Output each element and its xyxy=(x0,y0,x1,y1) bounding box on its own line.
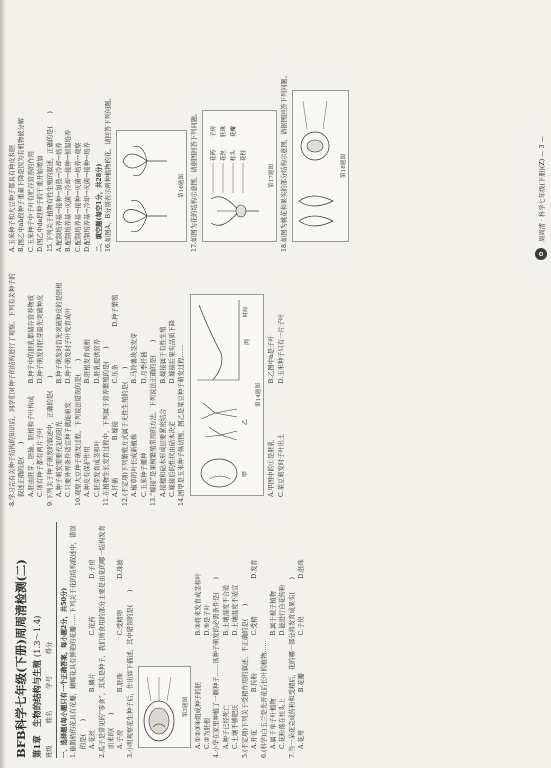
figure-caption: 第3题图 xyxy=(182,696,189,718)
option: B.传粉 xyxy=(251,673,259,693)
question-stem: 12.(不定项)下列繁殖方式属于无性生殖的是( ) xyxy=(121,366,129,506)
fig-label-jia: 甲 xyxy=(241,470,249,477)
figure-caption: 第18题图 xyxy=(340,154,347,178)
peach-figure xyxy=(292,90,348,242)
options xyxy=(269,522,288,758)
option: C.受精卵 xyxy=(117,610,125,636)
figure-caption: 第16题图 xyxy=(178,174,185,198)
info-name: 姓名 xyxy=(46,710,53,724)
option: A.胚由胚芽、胚轴、胚根和子叶构成 xyxy=(27,395,35,497)
text-line: C.配制培养基→接种→灭菌→培养→观察 xyxy=(74,142,82,252)
option: B.鳞片 xyxy=(89,673,97,693)
options xyxy=(297,522,306,758)
option: D.种子萌发时胚芽最先突破种皮 xyxy=(37,294,45,384)
fig-label-time: 时间 xyxy=(242,306,249,317)
option: D.珠被 xyxy=(117,559,125,579)
chapter-range: (1.3～1.4) xyxy=(32,615,42,658)
student-info-row xyxy=(45,522,57,758)
info-score: 得分 xyxy=(46,641,53,655)
peanut-seed-figure xyxy=(139,667,179,747)
question-12 xyxy=(121,270,149,506)
flowers-ab-figure xyxy=(116,130,186,242)
text-line: A.配制培养基→接种→加热→冷却→培养 xyxy=(56,142,64,252)
option: C.胚芽发育成茎和叶 xyxy=(93,440,101,497)
question-stem: 7.当一朵花完成传粉和受精后，花的哪一部分将发育成果实( ) xyxy=(288,577,296,758)
question-stem: 1.傣鹊桥的花具有花瓣，蝴蝶花具有鲜艳的花瓣……下列关于花的结构叙述中，错误的是( ) xyxy=(70,525,87,758)
options xyxy=(83,270,102,506)
options xyxy=(88,522,97,758)
figure-caption: 第14题图 xyxy=(256,383,263,407)
chapter-heading xyxy=(31,522,43,758)
text-line: A.玉米种子和大豆种子都具有种皮和胚 xyxy=(9,144,16,252)
option: D.种子萌发时子叶发育成叶 xyxy=(65,307,73,384)
label-stigma: 柱头 xyxy=(231,149,238,161)
option: B.胚根发育成根 xyxy=(84,339,92,384)
option: D.月季扦插 xyxy=(140,351,148,384)
seed-diagram xyxy=(138,666,190,748)
fig-label-bing: 丙 xyxy=(243,338,251,345)
option: A.甲图中的①是胚乳 xyxy=(268,440,276,497)
column-1 xyxy=(8,522,543,758)
question-stem: 6.(科学)白玉兰是先开花后长叶的植物…… xyxy=(260,640,268,758)
option: A.子房 xyxy=(117,729,125,749)
question-2 xyxy=(98,522,126,758)
option: A.花萼 xyxy=(298,729,306,749)
question-stem: 5.(不定项)下列关于受精作用的叙述，不正确的是( ) xyxy=(241,603,249,758)
question-stem: 3.小明观察花生种子后，作出如下描述，其中错误的是( ) xyxy=(126,589,134,758)
option: A.椒草的叶长成新植株 xyxy=(131,433,139,497)
question-14 xyxy=(177,270,286,506)
question-stem: 10.观察大豆种子萌发过程，下列说法错误的是( ) xyxy=(74,358,82,506)
option: A.种子萌发需要充足的阳光 xyxy=(56,421,64,497)
seed-germination-diagram xyxy=(191,295,253,495)
option: B.胚珠 xyxy=(117,673,125,693)
question-5 xyxy=(241,522,260,758)
text-line: D.图乙中de段种子的干重开始增加 xyxy=(37,155,45,252)
options xyxy=(116,522,125,758)
option: A.属于单子叶植物 xyxy=(269,698,277,749)
option: D.嫁接后果实品质下降 xyxy=(168,320,176,384)
option: C.②为胚根 xyxy=(204,717,212,749)
option: B.土壤湿度不合适 xyxy=(222,584,230,636)
section-fill-heading: 二、填空题(每空1分，共28分) xyxy=(95,163,103,252)
section-choice-heading: 一、选择题(每小题只有一个正确答案，每小题2分，共50分) xyxy=(61,587,68,758)
options xyxy=(130,270,149,506)
text-line: 15.下列关于植物有性生殖的叙述，正确的是( ) xyxy=(46,111,54,252)
germination-figure xyxy=(190,294,264,496)
question-4 xyxy=(212,522,240,758)
label-style: 花柱 xyxy=(241,149,248,161)
question-stem: 14.图甲是玉米种子纵切图，图乙是菜豆种子萌发过程…… xyxy=(178,344,186,506)
question-stem: 4.小华在家里种植了一颗种子……该种子萌发的必需条件是( ) xyxy=(213,577,221,758)
option: B.种子萌发时首先突破种皮的是胚根 xyxy=(56,282,64,384)
page-title: BFB科学七年级(下册)周周清检测(二) xyxy=(14,559,28,758)
option: C.只要外界条件适宜种子就能萌发 xyxy=(65,402,73,497)
question-1 xyxy=(69,522,97,758)
option: B.属于被子植物 xyxy=(269,591,277,636)
question-10 xyxy=(74,270,102,506)
option: A.接穗和砧木形成层要紧密结合 xyxy=(159,408,167,497)
question-stem: 9.下列关于种子萌发的叙述中，正确的是( ) xyxy=(46,375,54,506)
option: D.胚乳提供营养 xyxy=(93,338,101,384)
option: D.子房 xyxy=(89,559,97,579)
option: B.马铃薯块茎发芽 xyxy=(131,332,139,384)
options xyxy=(55,270,74,506)
option: D.胚珠 xyxy=(298,559,306,579)
label-filament: 花丝 xyxy=(221,149,228,161)
label-anther: 花药 xyxy=(211,149,218,161)
footer-text: 周周清 · 科学七年级(下册)(Z) — 3 — xyxy=(538,136,546,242)
option: B.嫁接属于有性生殖 xyxy=(159,326,167,384)
option: D.种子繁殖 xyxy=(112,294,120,327)
option: B.花瓣 xyxy=(298,673,306,693)
text-line: D.配制培养基→冷却→灭菌→接种→培养 xyxy=(84,142,92,252)
option: C.嫁接后的性状由砧木决定 xyxy=(168,421,176,497)
question-stem: 13.“嫁接”是果树繁殖常用的方法，下列说法正确的是( ) xyxy=(150,339,158,506)
options xyxy=(111,270,120,506)
option: B.③将来发育成茎和叶 xyxy=(194,572,202,636)
option: C.玉米种子播种 xyxy=(140,452,148,497)
question-7 xyxy=(288,522,307,758)
question-6 xyxy=(260,522,288,758)
publisher-logo-icon: ✿ xyxy=(535,248,547,260)
peach-flower-fruit-diagram xyxy=(293,91,337,241)
options xyxy=(222,522,241,758)
question-16-stem: 16.如图A、B分别表示两种植物的花，请回答下列问题。 xyxy=(105,94,113,252)
column-3 xyxy=(8,12,543,252)
question-11 xyxy=(102,270,121,506)
options xyxy=(27,270,46,506)
fig-label-yi: 乙 xyxy=(241,418,249,425)
option: B.乙图中a是子叶 xyxy=(268,335,276,384)
flower-structure-diagram xyxy=(203,111,265,241)
page-footer xyxy=(535,10,547,260)
options xyxy=(159,270,178,506)
label-ovary: 子房 xyxy=(211,125,218,137)
option: D.玉米种子只有一片子叶 xyxy=(277,313,285,384)
option: C.花药 xyxy=(89,616,97,636)
option: A.种子已经死亡 xyxy=(222,704,230,749)
option: A.花丝 xyxy=(89,729,97,749)
option: A.开花 xyxy=(251,729,259,749)
question-8 xyxy=(8,270,46,506)
label-petal: 花瓣 xyxy=(231,125,238,137)
text-line: C.玉米种子中子叶有贮存营养的作用 xyxy=(27,150,35,252)
flower-structure-figure xyxy=(202,110,276,242)
options xyxy=(194,522,213,758)
option: A.①②③④组成种子的胚 xyxy=(194,682,202,749)
question-stem: 2.瓜子是常见的“零食”，其实是种子，我们所食用的部分主要是由花的哪一结构发育而来的( ) xyxy=(98,525,116,758)
option: C.子房 xyxy=(298,616,306,636)
question-17-stem: 17.如图为花的结构示意图，请据图回答下列问题。 xyxy=(190,109,198,252)
flower-a-b-diagram xyxy=(117,131,175,241)
label-ovule: 胚珠 xyxy=(221,125,228,137)
question-stem: 8.学习完有关种子结构的知识后，同学们对种子的结构进行了观察。下列有关种子的叙述正确的是( ) xyxy=(9,273,26,506)
option: C.菜豆萌发时子叶出土 xyxy=(277,433,285,497)
question-stem: 11.在植物生长发育过程中，下列属于营养繁殖的是( ) xyxy=(103,346,111,506)
option: D.发育 xyxy=(251,559,259,579)
info-number: 学号 xyxy=(46,676,53,689)
question-13 xyxy=(149,270,177,506)
options xyxy=(250,522,259,758)
option: D.土壤温度不适宜 xyxy=(232,584,240,636)
text-line: B.图乙中ab段种子重量下降是因为有机物被分解 xyxy=(18,117,26,252)
option: C.所有种子都有两片子叶 xyxy=(37,427,45,497)
option: D.⑤是子叶 xyxy=(204,604,212,636)
option: C.受精 xyxy=(251,616,259,636)
option: B.嫁接 xyxy=(112,421,120,441)
question-9 xyxy=(46,270,74,506)
option: D.能进行自花传粉 xyxy=(279,584,287,636)
option: C.花粉落在柱头上 xyxy=(279,698,287,749)
question-18-stem: 18.如图为桃花和果实的部分结构示意图，请据图回答下列问题。 xyxy=(280,71,288,252)
text-line: B.配制培养基→灭菌→冷却→接种→恒温培养 xyxy=(65,129,73,252)
option: C.压条 xyxy=(112,364,120,384)
option: A.扦插 xyxy=(112,477,120,497)
column-2 xyxy=(8,270,543,506)
chapter-title: 第1章 生物的结构与生殖 xyxy=(32,660,42,758)
figure-caption: 第17题图 xyxy=(268,164,275,188)
question-3 xyxy=(126,522,213,758)
option: A.种皮有保护作用 xyxy=(84,446,92,497)
options xyxy=(267,270,286,506)
option: C.土壤不够肥沃 xyxy=(232,704,240,749)
option: B.种子中的胚乳都储存营养物质 xyxy=(27,295,35,384)
info-class: 班级 xyxy=(46,745,53,758)
